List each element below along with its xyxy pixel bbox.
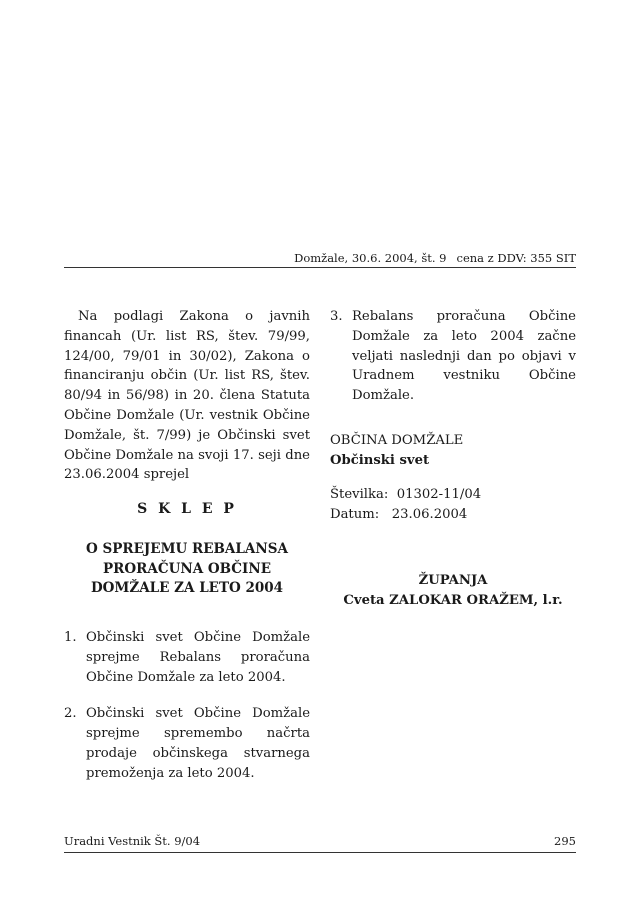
intro-text: Na podlagi Zakona o javnih financah (Ur. list RS, štev. 79/99, 124/00, 79/01 in 30/02), Zakona o financiranju občin (Ur. list RS, štev. 80/94 in 56/98) in 20. člena Statuta Občine Domžale (Ur. vestnik Občine Domžale, št. 7/99) je Občinski svet Občine Domžale na svoji 17. seji dne 23.06.2004 sprejel: [64, 309, 310, 483]
issue-info: Domžale, 30.6. 2004, št. 9: [294, 251, 447, 265]
item-text: Rebalans proračuna Občine Domžale za leto 2004 začne veljati naslednji dan po objavi v Uradnem vestniku Občine Domžale.: [352, 309, 576, 404]
issuer-org: OBČINA DOMŽALE: [330, 433, 464, 448]
intro-paragraph: [64, 307, 310, 485]
decision-items: [64, 628, 310, 784]
footer-rule: [64, 852, 576, 853]
number-value: 01302-11/04: [396, 487, 482, 502]
left-column: [64, 307, 310, 781]
footer-publication: Uradni Vestnik Št. 9/04: [64, 834, 201, 848]
signature-role: ŽUPANJA: [418, 573, 488, 588]
item-number: 2.: [64, 706, 77, 722]
list-item: [64, 704, 310, 783]
document-date: [330, 505, 481, 525]
list-item: [330, 307, 576, 406]
page-header: [64, 251, 576, 265]
issuer-block: [330, 431, 463, 470]
right-column: [330, 307, 576, 608]
price-info: cena z DDV: 355 SIT: [456, 251, 576, 265]
date-label: Datum:: [330, 506, 380, 522]
document-number: [330, 485, 481, 505]
list-item: [64, 628, 310, 687]
decision-subtitle: O SPREJEMU REBALANSA PRORAČUNA OBČINE DOMŽALE ZA LETO 2004: [86, 541, 288, 596]
number-label: Številka:: [330, 487, 389, 502]
item-text: Občinski svet Občine Domžale sprejme spremembo načrta prodaje občinskega stvarnega premoženja za leto 2004.: [86, 706, 310, 781]
item-text: Občinski svet Občine Domžale sprejme Rebalans proračuna Občine Domžale za leto 2004.: [86, 630, 310, 685]
issuer-body: Občinski svet: [330, 452, 430, 468]
signature-block: [330, 571, 576, 611]
item-number: 3.: [330, 309, 343, 324]
decision-items-continued: [330, 307, 576, 406]
header-rule: [64, 267, 576, 268]
date-value: 23.06.2004: [391, 506, 468, 522]
page-number: 295: [554, 834, 576, 848]
signature-name: Cveta ZALOKAR ORAŽEM, l.r.: [343, 593, 563, 608]
decision-title: S K L E P: [137, 501, 237, 517]
document-meta: [330, 485, 481, 524]
item-number: 1.: [64, 630, 77, 645]
